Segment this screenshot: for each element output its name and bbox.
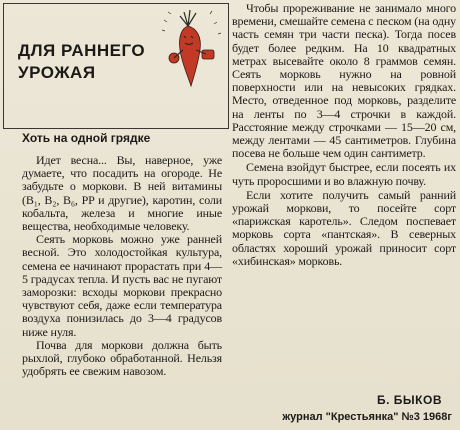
paragraph: Семена взойдут быстрее, если посеять их чуть проросшими и во влажную почву.	[232, 160, 456, 188]
article-subtitle: Хоть на одной грядке	[22, 131, 151, 145]
source-caption: журнал "Крестьянка" №3 1968г	[282, 411, 452, 423]
article-title: ДЛЯ РАННЕГО УРОЖАЯ	[18, 41, 146, 82]
paragraph: Если хотите получить самый ранний урожай моркови, то посейте сорт «парижская каротель». Следом поспевает морковь сорта «пантская». В северных областях хороший урожай приносит сорт «хибинская» морковь.	[232, 187, 456, 268]
paragraph: Чтобы прореживание не занимало много времени, смешайте семена с песком (на одну часть семян три части песка). Тогда посев будет более редким. На 10 квадратных метрах высевайте около 8 граммов семян. Сеять морковь нужно на ровной поверхности или на невысоких грядках. Место, отведенное под морковь, разделите на ленты по 3—4 строчки в каждой. Расстояние между строчками — 15—20 см, между лентами — 45 сантиметров. Глубина посева не больше чем один сантиметр.	[232, 1, 456, 161]
left-text-column	[22, 154, 222, 378]
paragraph: Почва для моркови должна быть рыхлой, глубоко обработанной. Нельзя удобрять ее свежим навозом.	[22, 337, 222, 379]
carrot-character-icon	[158, 6, 224, 90]
paragraph: Сеять морковь можно уже ранней весной. Это холодостойкая культура, семена ее начинают прорастать при 4—5 градусах тепла. И пусть вас не пугают заморозки: всходы моркови прекрасно чувствуют себя, даже если температура воздуха понизилась до 3—4 градусов ниже нуля.	[22, 232, 222, 339]
author-signature: Б. БЫКОВ	[377, 393, 442, 407]
paragraph: Идет весна... Вы, наверное, уже думаете, что посадить на огороде. Не забудьте о моркови. В ней витамины (B₁, B₂, B₆, PP и другие), каротин, соли кобальта, железа и многие иные вещества, необходимые человеку.	[22, 153, 222, 234]
right-text-column	[232, 2, 456, 268]
